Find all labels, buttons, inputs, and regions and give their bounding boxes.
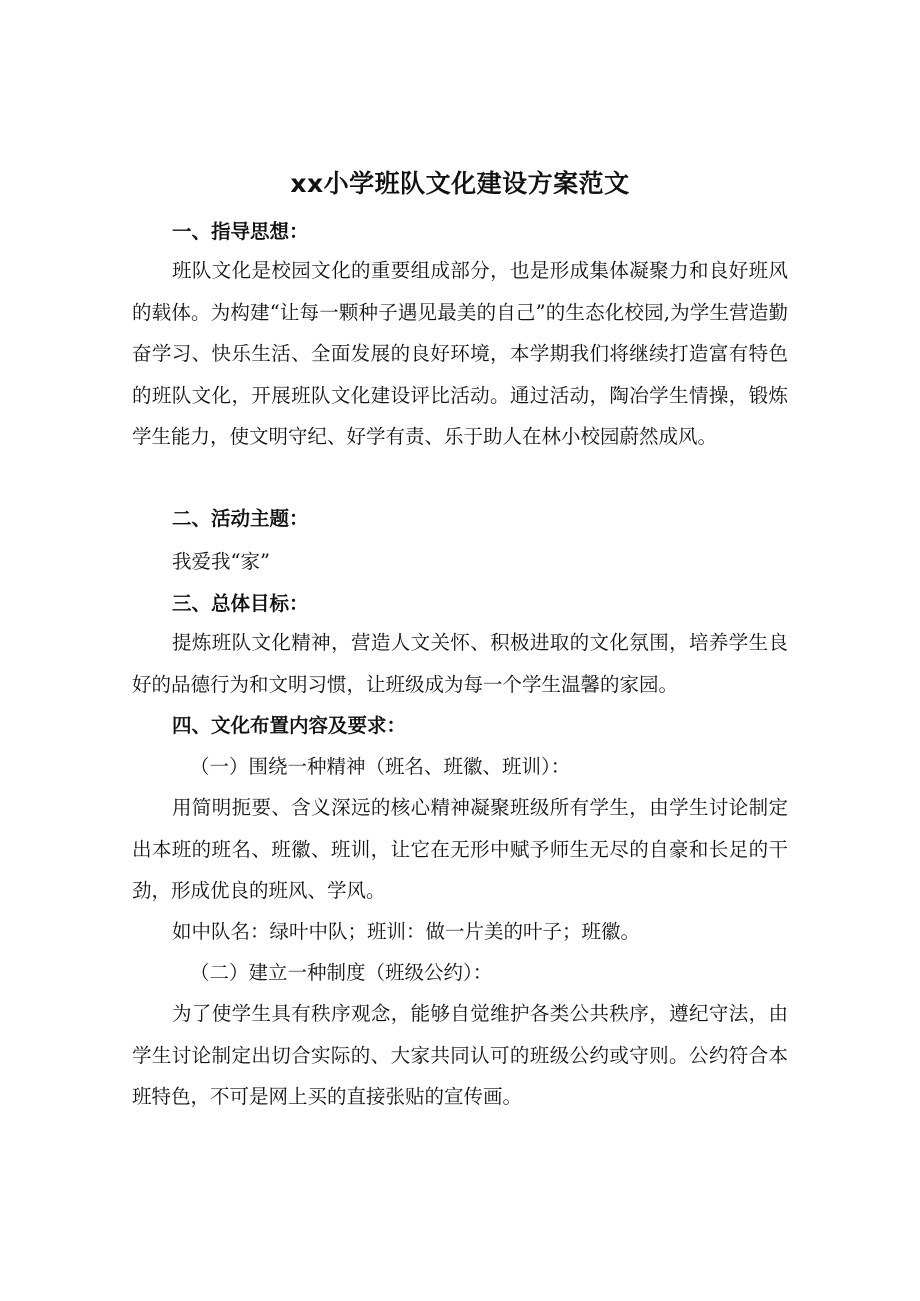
section-4-1-heading: （一）围绕一种精神（班名、班徽、班训）： [190,755,571,778]
section-3-paragraph: 提炼班队文化精神，营造人文关怀、积极进取的文化氛围，培养学生良好的品德行为和文明习惯，让班级成为每一个学生温馨的家园。 [132,631,788,696]
section-4-1-example: 如中队名：绿叶中队；班训：做一片美的叶子；班徽。 [172,920,641,943]
document-title: xx小学班队文化建设方案范文 [290,169,630,198]
section-2-heading: 二、活动主题： [172,507,309,530]
section-4-2-heading: （二）建立一种制度（班级公约）： [190,961,493,984]
section-4-heading: 四、文化布置内容及要求： [172,714,407,737]
section-4-1-paragraph: 用简明扼要、含义深远的核心精神凝聚班级所有学生，由学生讨论制定出本班的班名、班徽、班训，让它在无形中赋予师生无尽的自豪和长足的干劲，形成优良的班风、学风。 [132,796,788,902]
section-1-paragraph: 班队文化是校园文化的重要组成部分，也是形成集体凝聚力和良好班风的载体。为构建“让每一颗种子遇见最美的自己”的生态化校园,为学生营造勤奋学习、快乐生活、全面发展的良好环境，本学期我们将继续打造富有特色的班队文化，开展班队文化建设评比活动。通过活动，陶冶学生情操，锻炼学生能力，使文明守纪、好学有责、乐于助人在林小校园蔚然成风。 [132,259,788,448]
section-2-paragraph: 我爱我“家” [172,550,270,573]
section-4-2-paragraph: 为了使学生具有秩序观念，能够自觉维护各类公共秩序，遵纪守法，由学生讨论制定出切合实际的、大家共同认可的班级公约或守则。公约符合本班特色，不可是网上买的直接张贴的宣传画。 [132,1002,788,1108]
section-1-heading: 一、指导思想： [172,220,309,243]
section-3-heading: 三、总体目标： [172,592,309,615]
